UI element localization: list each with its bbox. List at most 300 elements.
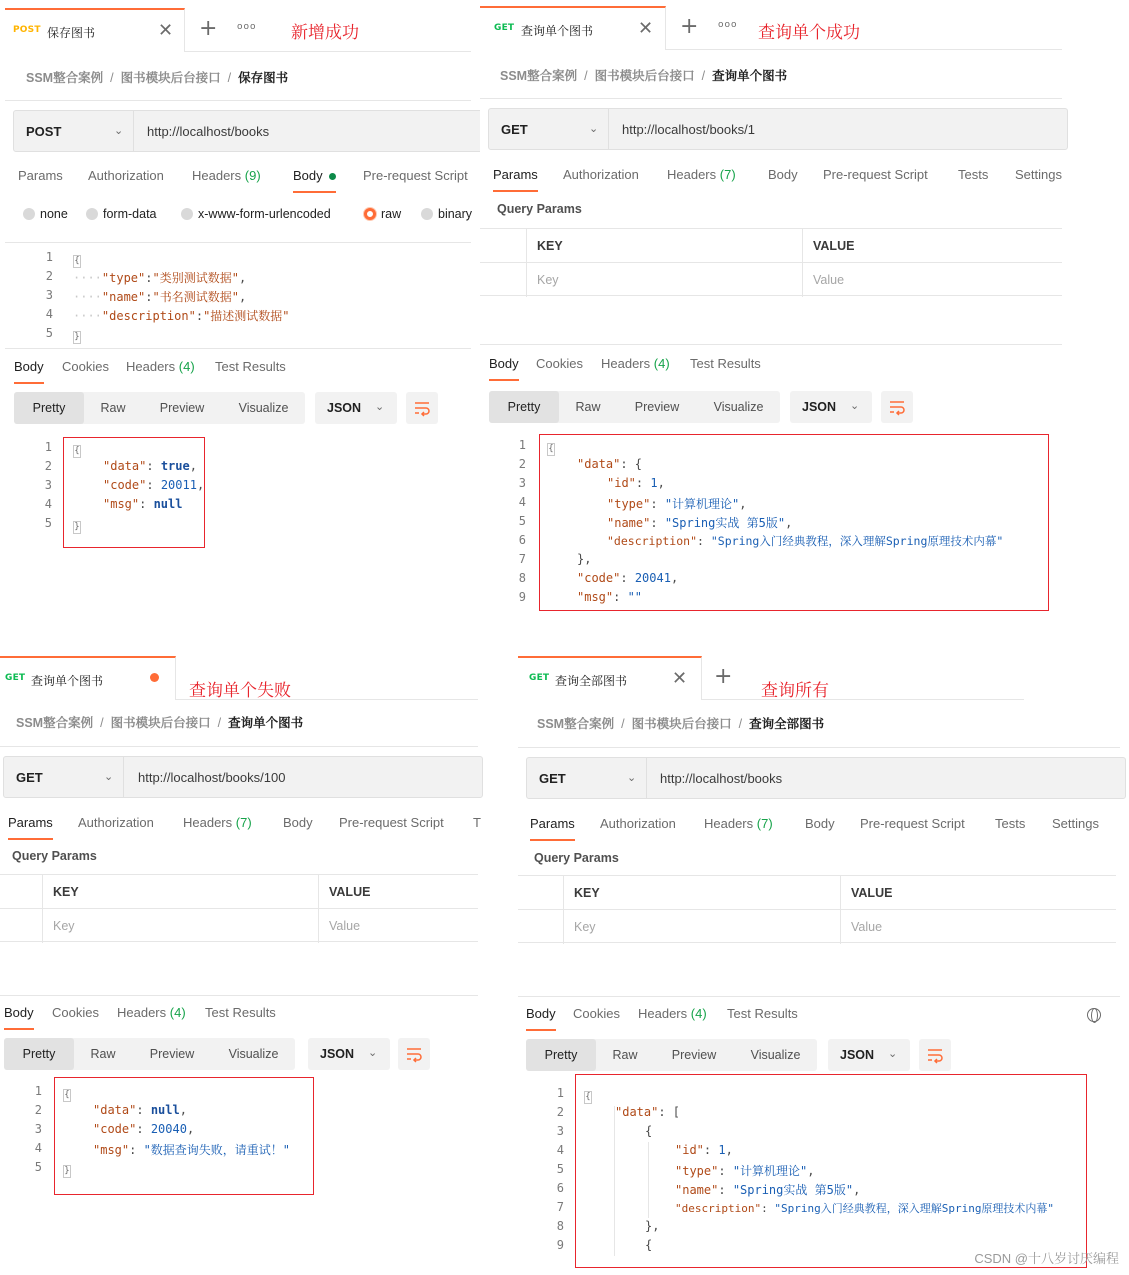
tab-label: Body [293, 168, 323, 183]
url-bar [488, 108, 1068, 150]
pretty-button[interactable]: Pretty [14, 392, 84, 424]
request-tabs [0, 815, 481, 845]
breadcrumb-separator: / [701, 69, 706, 83]
json-key: "data" [615, 1105, 659, 1119]
visualize-button[interactable]: Visualize [238, 401, 289, 415]
line-number: 4 [45, 307, 53, 321]
radio-label: form-data [103, 207, 157, 221]
line-number: 3 [556, 1124, 564, 1138]
pretty-button[interactable]: Pretty [526, 1039, 596, 1071]
headers-count: (7) [756, 816, 773, 831]
punct: : [195, 309, 204, 323]
tab-authorization[interactable]: Authorization [88, 168, 164, 183]
format-value: JSON [802, 400, 837, 414]
breadcrumb-folder[interactable]: 图书模块后台接口 [594, 69, 695, 83]
method-select[interactable] [14, 111, 134, 151]
punct: : [703, 1143, 719, 1157]
key-input[interactable]: Key [537, 273, 559, 287]
tab-tests[interactable]: Tests [995, 816, 1026, 831]
chevron-down-icon: ⌄ [850, 399, 860, 412]
format-value: JSON [327, 401, 362, 415]
key-input[interactable]: Key [574, 920, 596, 934]
punct: }, [577, 552, 592, 566]
brace-close: } [64, 1166, 70, 1176]
punct: : [ [658, 1105, 681, 1119]
punct: : [136, 1103, 151, 1117]
method-value: POST [26, 124, 62, 139]
request-tab[interactable] [5, 8, 185, 52]
breadcrumb-folder[interactable]: 图书模块后台接口 [120, 71, 221, 85]
json-key: "code" [93, 1122, 137, 1136]
radio-binary[interactable] [421, 207, 472, 221]
brace-open: { [585, 1092, 591, 1102]
breadcrumb-separator: / [110, 71, 114, 85]
preview-button[interactable]: Preview [634, 400, 680, 414]
response-tab-headers[interactable] [638, 1006, 707, 1029]
response-body [480, 434, 1062, 614]
tab-body[interactable]: Body [805, 816, 835, 831]
value-input-cell[interactable] [840, 910, 1116, 944]
request-tabs [518, 816, 1120, 846]
tab-authorization[interactable]: Authorization [600, 816, 676, 831]
tab-headers[interactable] [192, 168, 261, 191]
punct: , [179, 1103, 187, 1117]
json-key: "id" [607, 476, 636, 490]
tab-headers[interactable] [667, 167, 736, 190]
raw-button[interactable]: Raw [612, 1048, 638, 1062]
tab-params[interactable]: Params [8, 815, 53, 840]
breadcrumb-separator: / [217, 716, 222, 730]
value-input[interactable]: Value [813, 273, 845, 287]
json-key: "data" [103, 459, 147, 473]
json-key: "name" [101, 290, 146, 304]
raw-button[interactable]: Raw [100, 401, 126, 415]
breadcrumb-request: 查询全部图书 [749, 717, 825, 731]
table-header-row [518, 876, 1116, 910]
new-tab-plus-icon[interactable]: + [199, 16, 218, 41]
line-number: 4 [44, 497, 52, 511]
raw-button[interactable]: Raw [575, 400, 601, 414]
punct: , [238, 271, 247, 285]
line-number: 1 [45, 250, 53, 264]
pretty-button[interactable]: Pretty [4, 1038, 74, 1070]
line-number: 2 [44, 459, 52, 473]
tab-settings[interactable]: Settings [1015, 167, 1062, 182]
preview-button[interactable]: Preview [149, 1047, 195, 1061]
url-input[interactable]: http://localhost/books/100 [138, 770, 286, 785]
view-mode-segment [526, 1039, 817, 1071]
tab-title: 查询全部图书 [555, 674, 628, 688]
tab-pre-request-script[interactable]: Pre-request Script [860, 816, 965, 831]
chevron-down-icon: ⌄ [627, 771, 637, 784]
line-number: 1 [556, 1086, 564, 1100]
radio-circle-icon [181, 208, 193, 220]
radio-label: x-www-form-urlencoded [198, 207, 331, 221]
request-tab[interactable] [518, 656, 702, 700]
indent-guide: ···· [73, 290, 102, 304]
punct: : [613, 590, 628, 604]
request-tabs [5, 168, 471, 198]
punct: : [620, 571, 635, 585]
url-bar [13, 110, 483, 152]
radio-circle-icon [23, 208, 35, 220]
tab-body[interactable]: Body [768, 167, 798, 182]
chevron-down-icon: ⌄ [589, 122, 599, 135]
json-value: 20011 [160, 478, 197, 492]
line-number: 7 [518, 552, 526, 566]
tab-params[interactable]: Params [493, 167, 538, 192]
wrap-lines-button[interactable] [881, 391, 913, 423]
line-number: 3 [45, 288, 53, 302]
line-number: 3 [44, 478, 52, 492]
tab-strip [480, 6, 1062, 50]
breadcrumb-collection[interactable]: SSM整合案例 [537, 717, 615, 731]
response-tab-test-results[interactable]: Test Results [690, 356, 761, 371]
line-number: 4 [556, 1143, 564, 1157]
key-header-cell [42, 875, 318, 908]
code-line [73, 288, 246, 305]
value-input-cell[interactable] [802, 263, 1062, 297]
breadcrumb [26, 68, 288, 86]
url-input[interactable]: http://localhost/books [660, 771, 783, 786]
watermark: CSDN @十八岁讨厌编程 [974, 1251, 1119, 1266]
pretty-button[interactable]: Pretty [489, 391, 559, 423]
line-number: 1 [44, 440, 52, 454]
tab-tests[interactable]: Tests [958, 167, 989, 182]
tab-authorization[interactable]: Authorization [563, 167, 639, 182]
line-number: 6 [518, 533, 526, 547]
punct: : { [620, 457, 643, 471]
response-toolbar [14, 392, 454, 424]
tab-pre-request-script[interactable]: Pre-request Script [823, 167, 928, 182]
panel-get-one-success [480, 6, 1062, 618]
close-icon[interactable]: ✕ [158, 20, 174, 41]
tab-title: 查询单个图书 [521, 24, 594, 38]
brace-open: { [74, 256, 80, 266]
json-value: "Spring入门经典教程，深入理解Spring原理技术内幕" [774, 1202, 1055, 1215]
value-header: VALUE [851, 886, 893, 900]
punct: , [725, 1143, 733, 1157]
wrap-lines-button[interactable] [398, 1038, 430, 1070]
value-header-cell [802, 229, 1062, 262]
tab-label: Headers [126, 359, 176, 374]
new-tab-plus-icon[interactable]: + [714, 664, 733, 689]
divider [518, 996, 1120, 997]
line-number: 8 [556, 1219, 564, 1233]
line-number: 1 [518, 438, 526, 452]
response-tab-headers[interactable] [117, 1005, 186, 1028]
request-body-editor[interactable] [5, 246, 471, 346]
response-body [518, 1082, 1120, 1270]
value-header: VALUE [813, 239, 855, 253]
key-input-cell[interactable] [526, 263, 802, 297]
json-value: "计算机理论" [664, 497, 740, 511]
json-value: null [153, 497, 183, 511]
json-value: "Spring实战 第5版" [732, 1183, 854, 1197]
code-line [73, 250, 81, 268]
tab-label: Headers [601, 356, 651, 371]
breadcrumb-request: 保存图书 [238, 71, 289, 85]
breadcrumb-separator: / [738, 717, 743, 731]
json-key: "msg" [577, 590, 614, 604]
json-key: "name" [675, 1183, 719, 1197]
json-value: "计算机理论" [732, 1164, 808, 1178]
punct: , [238, 290, 247, 304]
line-number: 5 [44, 516, 52, 530]
tab-label: Headers [638, 1006, 688, 1021]
headers-count: (4) [178, 359, 195, 374]
brace-close: } [74, 522, 80, 532]
method-select[interactable] [527, 758, 647, 798]
new-tab-plus-icon[interactable]: + [680, 14, 699, 39]
json-key: "data" [577, 457, 621, 471]
response-tab-headers[interactable] [126, 359, 195, 382]
line-number: 3 [518, 476, 526, 490]
tab-body[interactable] [293, 168, 336, 193]
url-input[interactable]: http://localhost/books/1 [622, 122, 755, 137]
view-mode-segment [4, 1038, 295, 1070]
wrap-lines-button[interactable] [919, 1039, 951, 1071]
divider [0, 995, 478, 996]
response-tab-body[interactable]: Body [4, 1005, 34, 1030]
radio-urlencoded[interactable] [181, 207, 331, 221]
tab-title: 保存图书 [47, 26, 96, 40]
annotation-label: 查询单个成功 [758, 23, 860, 42]
value-input-cell[interactable] [318, 909, 478, 943]
response-tab-test-results[interactable]: Test Results [215, 359, 286, 374]
json-key: "data" [93, 1103, 137, 1117]
format-select[interactable] [790, 391, 872, 423]
more-icon[interactable]: ooo [237, 22, 257, 32]
response-tabs [0, 1005, 478, 1031]
tab-headers[interactable] [183, 815, 252, 838]
method-badge: POST [13, 25, 41, 35]
wrap-lines-icon [413, 400, 431, 416]
punct: : [650, 497, 665, 511]
tab-authorization[interactable]: Authorization [78, 815, 154, 830]
format-select[interactable] [315, 392, 397, 424]
radio-none[interactable] [23, 207, 68, 221]
method-select[interactable] [4, 757, 124, 797]
punct: : [146, 459, 161, 473]
response-tab-cookies[interactable]: Cookies [573, 1006, 620, 1021]
highlight-box [539, 434, 1049, 611]
method-value: GET [539, 771, 566, 786]
punct: : [146, 478, 161, 492]
response-body [5, 436, 471, 546]
breadcrumb-collection[interactable]: SSM整合案例 [16, 716, 94, 730]
tab-strip [518, 656, 1024, 700]
tab-title: 查询单个图书 [31, 674, 104, 688]
tab-tests[interactable]: T [473, 815, 481, 830]
wrap-lines-icon [405, 1046, 423, 1062]
divider [518, 747, 1120, 748]
annotation-label: 新增成功 [291, 23, 359, 42]
response-tab-cookies[interactable]: Cookies [62, 359, 109, 374]
query-params-title: Query Params [12, 849, 97, 863]
unsaved-dot-icon [150, 673, 159, 682]
tab-label: Headers [704, 816, 754, 831]
panel-get-all [518, 656, 1120, 1270]
method-badge: GET [494, 23, 515, 33]
breadcrumb [16, 713, 303, 731]
chevron-down-icon: ⌄ [368, 1046, 378, 1059]
breadcrumb-separator: / [621, 717, 625, 731]
json-key: "type" [101, 271, 146, 285]
response-tab-body[interactable]: Body [489, 356, 519, 381]
breadcrumb [500, 66, 787, 84]
response-tab-cookies[interactable]: Cookies [536, 356, 583, 371]
line-number: 1 [34, 1084, 42, 1098]
close-icon[interactable]: ✕ [672, 668, 688, 689]
tab-pre-request-script[interactable]: Pre-request Script [363, 168, 468, 183]
tab-settings[interactable]: Settings [1052, 816, 1099, 831]
response-toolbar [4, 1038, 444, 1070]
punct: { [645, 1124, 653, 1138]
response-toolbar [489, 391, 929, 423]
punct: , [670, 571, 679, 585]
radio-circle-icon [86, 208, 98, 220]
divider [480, 344, 1062, 345]
response-toolbar [526, 1039, 966, 1071]
request-tab[interactable] [0, 656, 176, 700]
chevron-down-icon: ⌄ [114, 124, 124, 137]
punct: , [196, 478, 205, 492]
wrap-lines-button[interactable] [406, 392, 438, 424]
highlight-box [63, 437, 205, 548]
tab-pre-request-script[interactable]: Pre-request Script [339, 815, 444, 830]
divider [480, 98, 1062, 99]
breadcrumb-folder[interactable]: 图书模块后台接口 [631, 717, 732, 731]
line-number: 5 [45, 326, 53, 340]
raw-button[interactable]: Raw [90, 1047, 116, 1061]
response-tab-headers[interactable] [601, 356, 670, 379]
tab-label: Headers [117, 1005, 167, 1020]
json-key: "code" [577, 571, 621, 585]
table-header-row [0, 875, 478, 909]
query-params-table [518, 875, 1116, 943]
line-number: 9 [556, 1238, 564, 1252]
visualize-button[interactable]: Visualize [713, 400, 764, 414]
method-select[interactable] [489, 109, 609, 149]
visualize-button[interactable]: Visualize [228, 1047, 279, 1061]
globe-icon[interactable] [1087, 1008, 1101, 1022]
response-tab-test-results[interactable]: Test Results [205, 1005, 276, 1020]
tab-headers[interactable] [704, 816, 773, 839]
radio-selected-icon [364, 208, 376, 220]
breadcrumb-request: 查询单个图书 [712, 69, 788, 83]
json-value: null [150, 1103, 180, 1117]
query-params-table [0, 874, 478, 942]
punct: { [645, 1238, 653, 1252]
format-value: JSON [320, 1047, 355, 1061]
line-number: 9 [518, 590, 526, 604]
request-tab[interactable] [480, 6, 666, 50]
line-number: 2 [34, 1103, 42, 1117]
punct: , [785, 516, 793, 530]
modified-dot-icon [329, 173, 336, 180]
json-value: 20041 [634, 571, 671, 585]
line-number: 3 [34, 1122, 42, 1136]
punct: : [761, 1202, 775, 1215]
panel-post-save-book [5, 8, 471, 563]
view-mode-segment [489, 391, 780, 423]
tab-params[interactable]: Params [18, 168, 63, 183]
breadcrumb-request: 查询单个图书 [228, 716, 304, 730]
table-header-row [480, 229, 1062, 263]
format-select[interactable] [308, 1038, 390, 1070]
punct: }, [645, 1219, 660, 1233]
json-value: 1 [718, 1143, 726, 1157]
tab-label: Headers [183, 815, 233, 830]
response-tabs [5, 359, 471, 385]
value-input[interactable]: Value [851, 920, 883, 934]
url-bar [526, 757, 1126, 799]
response-tab-cookies[interactable]: Cookies [52, 1005, 99, 1020]
divider [5, 348, 471, 349]
value-input[interactable]: Value [329, 919, 361, 933]
punct: , [853, 1183, 861, 1197]
divider [5, 100, 471, 101]
preview-button[interactable]: Preview [671, 1048, 717, 1062]
key-input-cell[interactable] [563, 910, 840, 944]
line-number: 4 [518, 495, 526, 509]
preview-button[interactable]: Preview [159, 401, 205, 415]
line-number: 5 [518, 514, 526, 528]
response-tab-test-results[interactable]: Test Results [727, 1006, 798, 1021]
tab-params[interactable]: Params [530, 816, 575, 841]
line-number: 5 [556, 1162, 564, 1176]
json-key: "description" [675, 1202, 762, 1215]
response-tabs [518, 1006, 1120, 1032]
panel-get-one-fail [0, 656, 481, 1216]
radio-label: raw [381, 207, 402, 221]
more-icon[interactable]: ooo [718, 20, 738, 30]
value-header-cell [840, 876, 1116, 909]
url-bar [3, 756, 483, 798]
radio-form-data[interactable] [86, 207, 157, 221]
tab-body[interactable]: Body [283, 815, 313, 830]
json-value: "类别测试数据" [152, 271, 239, 285]
url-input[interactable]: http://localhost/books [147, 124, 270, 139]
body-type-radios [5, 207, 471, 223]
line-number: 5 [34, 1160, 42, 1174]
wrap-lines-icon [888, 399, 906, 415]
punct: , [189, 459, 197, 473]
response-tab-body[interactable]: Body [14, 359, 44, 384]
value-header: VALUE [329, 885, 371, 899]
breadcrumb-collection[interactable]: SSM整合案例 [500, 69, 578, 83]
line-number: 7 [556, 1200, 564, 1214]
annotation-label: 查询单个失败 [189, 681, 291, 700]
format-select[interactable] [828, 1039, 910, 1071]
radio-raw[interactable] [364, 207, 401, 221]
query-params-title: Query Params [534, 851, 619, 865]
response-tab-body[interactable]: Body [526, 1006, 556, 1031]
table-row [480, 263, 1062, 297]
key-input-cell[interactable] [42, 909, 318, 943]
key-input[interactable]: Key [53, 919, 75, 933]
visualize-button[interactable]: Visualize [750, 1048, 801, 1062]
key-header: KEY [53, 885, 79, 899]
brace-open: { [74, 446, 80, 456]
tab-strip [0, 656, 478, 700]
code-line [73, 307, 290, 324]
breadcrumb-collection[interactable]: SSM整合案例 [26, 71, 104, 85]
close-icon[interactable]: ✕ [638, 18, 654, 39]
breadcrumb-folder[interactable]: 图书模块后台接口 [110, 716, 211, 730]
breadcrumb-separator: / [227, 71, 232, 85]
